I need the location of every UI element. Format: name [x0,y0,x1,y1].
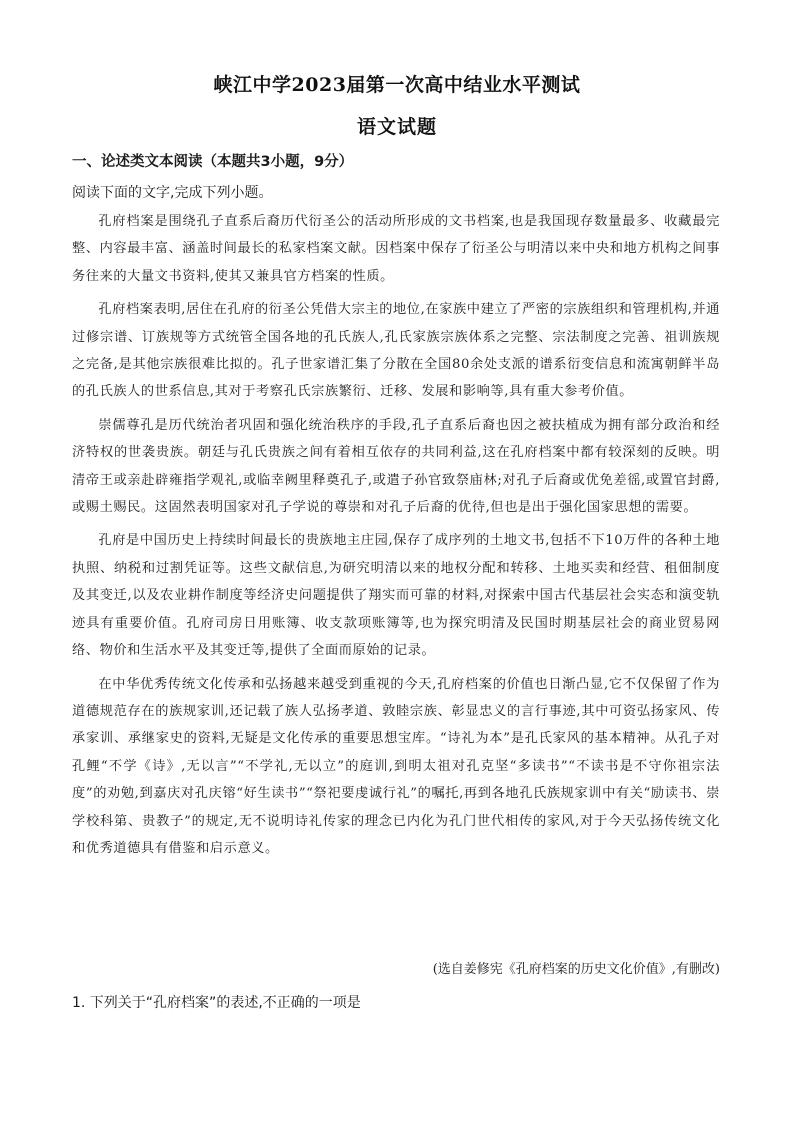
exam-subtitle: 语文试题 [356,116,437,138]
question-stem: 1. 下列关于“孔府档案”的表述,不正确的一项是 [72,995,361,1011]
exam-title: 峡江中学2023届第一次高中结业水平测试 [213,74,581,96]
passage-paragraph: 孔府是中国历史上持续时间最长的贵族地主庄园,保存了成序列的土地文书,包括不下10万件的各种土地执照、纳税和过割凭证等。这些文献信息,为研究明清以来的地权分配和转移、土地买卖和经营、租佃制度及其变迁,以及农业耕作制度等经济史问题提供了翔实而可靠的材料,对探索中国古代基层社会实态和演变轨迹具有重要价值。孔府司房日用账簿、收支款项账簿等,也为探究明清及民国时期基层社会的商业贸易网络、物价和生活水平及其变迁等,提供了全面而原始的记录。 [72,533,720,659]
passage-source: (选自姜修宪《孔府档案的历史文化价值》,有删改) [432,962,720,977]
passage-paragraph: 崇儒尊孔是历代统治者巩固和强化统治秩序的手段,孔子直系后裔也因之被扶植成为拥有部分政治和经济特权的世袭贵族。朝廷与孔氏贵族之间有着相互依存的共同利益,这在孔府档案中都有较深刻的反映。明清帝王或亲赴辟雍指学观礼,或临幸阙里释奠孔子,或遣子孙官致祭庙林;对孔子后裔或优免差徭,或置官封爵,或赐土赐民。这固然表明国家对孔子学说的尊崇和对孔子后裔的优待,但也是出于强化国家思想的需要。 [72,417,720,516]
section-instruction: 阅读下面的文字,完成下列小题。 [72,185,273,201]
reading-passage [72,208,720,868]
passage-paragraph: 孔府档案表明,居住在孔府的衍圣公凭借大宗主的地位,在家族中建立了严密的宗族组织和管理机构,并通过修宗谱、订族规等方式统管全国各地的孔氏族人,孔氏家族宗族体系之完整、宗法制度之完善、祖训族规之完备,是其他宗族很难比拟的。孔子世家谱汇集了分散在全国80余处支派的谱系衍变信息和流寓朝鲜半岛的孔氏族人的世系信息,其对于考察孔氏宗族繁衍、迁移、发展和影响等,具有重大参考价值。 [72,302,720,400]
passage-paragraph: 孔府档案是围绕孔子直系后裔历代衍圣公的活动所形成的文书档案,也是我国现存数量最多、收藏最完整、内容最丰富、涵盖时间最长的私家档案文献。因档案中保存了衍圣公与明清以来中央和地方机构之间事务往来的大量文书资料,使其又兼具官方档案的性质。 [72,214,721,284]
section-heading: 一、论述类文本阅读（本题共3小题，9分） [72,154,354,170]
passage-paragraph: 在中华优秀传统文化传承和弘扬越来越受到重视的今天,孔府档案的价值也日渐凸显,它不仅保留了作为道德规范存在的族规家训,还记载了族人弘扬孝道、敦睦宗族、彰显忠义的言行事迹,其中可资弘扬家风、传承家训、承继家史的资料,无疑是文化传承的重要思想宝库。“诗礼为本”是孔氏家风的基本精神。从孔子对孔鲤“不学《诗》,无以言”“不学礼,无以立”的庭训,到明太祖对孔克坚“多读书”“不读书是不守你祖宗法度”的劝勉,到嘉庆对孔庆镕“好生读书”“祭祀要虔诚行礼”的嘱托,再到各地孔氏族规家训中有关“励读书、崇学校科第、贵教子”的规定,无不说明诗礼传家的理念已内化为孔门世代相传的家风,对于今天弘扬传统文化和优秀道德具有借鉴和启示意义。 [72,676,720,856]
